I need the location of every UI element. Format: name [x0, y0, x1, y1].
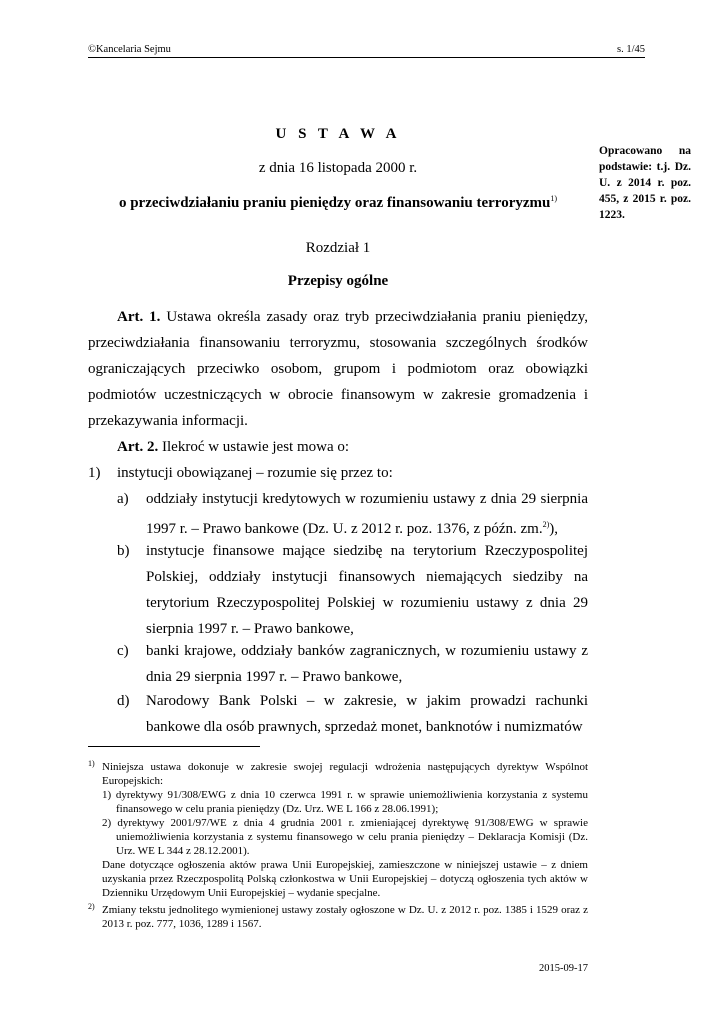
- article-1-label: Art. 1.: [117, 309, 161, 325]
- footnote-divider: [88, 746, 260, 747]
- footnote-1-continuation: Dane dotyczące ogłoszenia aktów prawa Unii Europejskiej, zamieszczone w niniejszej ustawie – z dniem uzyskania przez Rzeczpospolitą Polską członkostwa w Unii Europejskiej – dotyczą ogłoszenia tych aktów w Dzienniku Urzędowym Unii Europejskiej – wydanie specjalne.: [102, 859, 588, 899]
- chapter-number: Rozdział 1: [305, 240, 371, 256]
- list-item-a-tail: ),: [549, 521, 559, 537]
- article-1-text: Ustawa określa zasady oraz tryb przeciwdziałania praniu pieniędzy, przeciwdziałania finansowaniu terroryzmu, stosowania szczególnych środków ograniczających przeciwko osobom, grupom i podmiotom oraz obowiązki podmiotów uczestniczących w obrocie finansowym w zakresie gromadzenia i przekazywania informacji.: [88, 309, 588, 429]
- act-date: z dnia 16 listopada 2000 r.: [258, 160, 418, 176]
- act-subject: [88, 194, 588, 212]
- footnote-2-mark: 2): [88, 902, 95, 911]
- revision-date: 2015-09-17: [539, 963, 588, 974]
- list-item-c-letter: c): [117, 643, 129, 659]
- list-item-a-letter: a): [117, 491, 129, 507]
- footnote-2-text: Zmiany tekstu jednolitego wymienionej ustawy zostały ogłoszone w Dz. U. z 2012 r. poz. 1385 i 1529 oraz z 2013 r. poz. 777, 1036, 1289 i 1567.: [102, 904, 588, 930]
- header-source: ©Kancelaria Sejmu: [88, 44, 171, 55]
- article-2-text: Ilekroć w ustawie jest mowa o:: [158, 439, 350, 455]
- list-item-c-text: banki krajowe, oddziały banków zagranicznych, w rozumieniu ustawy z dnia 29 sierpnia 1997 r. – Prawo bankowe,: [146, 643, 588, 685]
- consolidation-note: Opracowano na podstawie: t.j. Dz. U. z 2014 r. poz. 455, z 2015 r. poz. 1223.: [599, 145, 691, 221]
- list-item-a-body: oddziały instytucji kredytowych w rozumieniu ustawy z dnia 29 sierpnia 1997 r. – Prawo bankowe (Dz. U. z 2012 r. poz. 1376, z późn. zm.: [146, 491, 588, 537]
- list-item-b-text: instytucje finansowe mające siedzibę na terytorium Rzeczypospolitej Polskiej, oddziały instytucji finansowych niemających siedziby na terytorium Rzeczypospolitej Polskiej w rozumieniu ustawy z dnia 29 sierpnia 1997 r. – Prawo bankowe,: [146, 543, 588, 637]
- article-1: [88, 304, 588, 434]
- list-item-b-letter: b): [117, 543, 130, 559]
- chapter-title: Przepisy ogólne: [287, 273, 389, 289]
- footnote-ref-1: 1): [550, 194, 558, 203]
- act-subject-text: o przeciwdziałaniu praniu pieniędzy oraz finansowaniu terroryzmu: [118, 195, 551, 211]
- footnote-1-item-2: 2) dyrektywy 2001/97/WE z dnia 4 grudnia 2001 r. zmieniającej dyrektywę 91/308/EWG w sprawie uniemożliwienia korzystania z systemu finansowego w celu prania pieniędzy – Deklaracja Komisji (Dz. Urz. WE L 344 z 28.12.2001).: [102, 817, 588, 857]
- list-item-a-text: [146, 486, 588, 542]
- article-2-label: Art. 2.: [117, 439, 159, 455]
- footnote-1-item-1: 1) dyrektywy 91/308/EWG z dnia 10 czerwca 1991 r. w sprawie uniemożliwienia korzystania z systemu finansowego w celu prania pieniędzy (Dz. Urz. WE L 166 z 28.06.1991);: [102, 789, 588, 815]
- list-item-d-text: Narodowy Bank Polski – w zakresie, w jakim prowadzi rachunki bankowe dla osób prawnych, sprzedaż monet, banknotów i numizmatów: [146, 693, 588, 735]
- footnote-ref-2: 2): [542, 520, 550, 529]
- act-title: U S T A W A: [275, 126, 401, 142]
- footnote-2: [88, 903, 588, 931]
- list-item-d-letter: d): [117, 693, 130, 709]
- page-number: s. 1/45: [616, 44, 645, 55]
- point-1-number: 1): [88, 465, 101, 481]
- footnote-1-intro: Niniejsza ustawa dokonuje w zakresie swojej regulacji wdrożenia następujących dyrektyw Wspólnot Europejskich:: [102, 761, 588, 787]
- article-2: [88, 434, 588, 460]
- header-divider: [88, 57, 645, 58]
- footnote-1-mark: 1): [88, 759, 95, 768]
- point-1-text: instytucji obowiązanej – rozumie się przez to:: [117, 465, 393, 481]
- footnote-1: [88, 760, 588, 900]
